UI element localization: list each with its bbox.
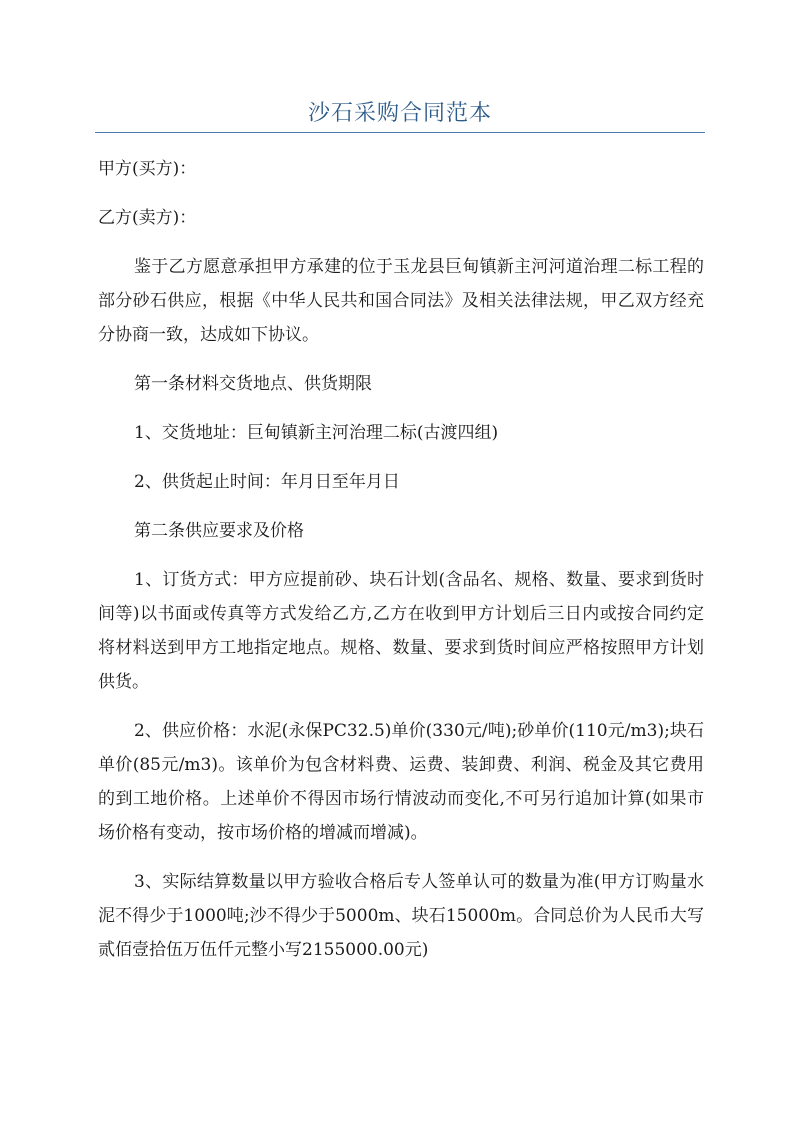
article2-heading: 第二条供应要求及价格 [134, 521, 304, 541]
article1-heading: 第一条材料交货地点、供货期限 [134, 374, 372, 394]
document-body [98, 152, 704, 982]
article2-item1: 1、订货方式：甲方应提前砂、块石计划(含品名、规格、数量、要求到货时间等)以书面或传真等方式发给乙方,乙方在收到甲方计划后三日内或按合同约定将材料送到甲方工地指定地点。规格、数量、要求到货时间应严格按照甲方计划供货。 [98, 570, 704, 692]
title-underline [95, 132, 705, 133]
article2-item3: 3、实际结算数量以甲方验收合格后专人签单认可的数量为准(甲方订购量水泥不得少于1000吨;沙不得少于5000m、块石15000m。合同总价为人民币大写贰佰壹拾伍万伍仟元整小写2155000.00元) [98, 872, 704, 960]
article1-item1: 1、交货地址：巨甸镇新主河治理二标(古渡四组) [134, 423, 499, 443]
preamble-paragraph: 鉴于乙方愿意承担甲方承建的位于玉龙县巨甸镇新主河河道治理二标工程的部分砂石供应，根据《中华人民共和国合同法》及相关法律法规，甲乙双方经充分协商一致，达成如下协议。 [98, 257, 704, 345]
document-title: 沙石采购合同范本 [307, 101, 492, 126]
party-b-line: 乙方(卖方)： [98, 208, 197, 228]
article1-item2: 2、供货起止时间：年月日至年月日 [134, 472, 400, 492]
party-a-line: 甲方(买方)： [98, 159, 197, 179]
article2-item2: 2、供应价格：水泥(永保PC32.5)单价(330元/吨);砂单价(110元/m3);块石单价(85元/m3)。该单价为包含材料费、运费、装卸费、利润、税金及其它费用的到工地价格。上述单价不得因市场行情波动而变化,不可另行追加计算(如果市场价格有变动，按市场价格的增减而增减)。 [98, 721, 704, 843]
